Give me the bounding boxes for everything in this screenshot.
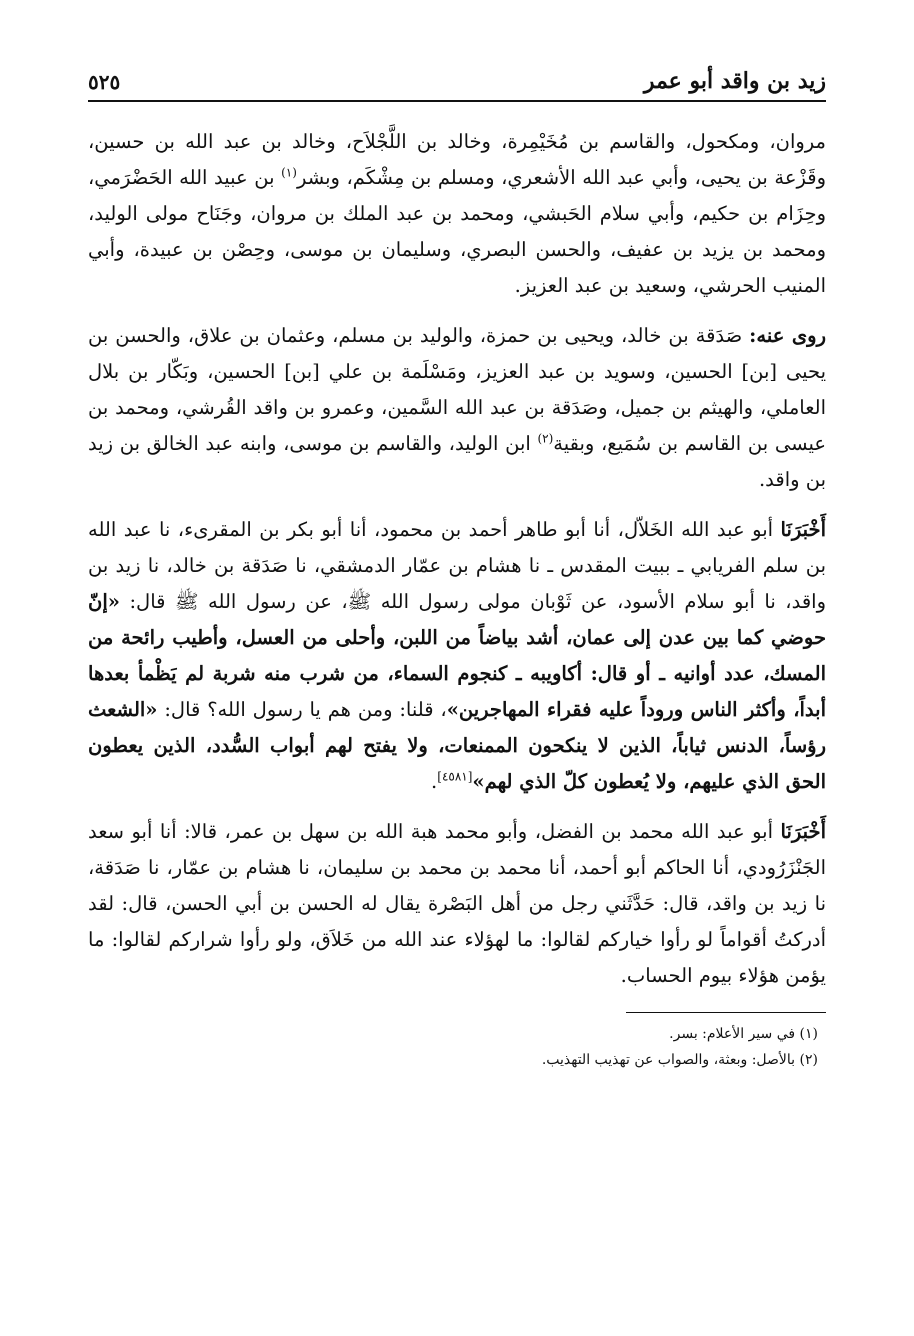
paragraph-hadith [88, 512, 826, 800]
text-segment: أبو عبد الله الخَلاّل، أنا أبو طاهر أحمد بن محمود، أنا أبو بكر بن المقرىء، نا عبد الله بن سلم الفريابي ـ ببيت المقدس ـ نا هشام بن عمّار الدمشقي، نا صَدَقة بن خالد، نا زيد بن واقد، نا أبو سلام الأسود، عن ثَوْبان مولى رسول الله ﷺ، عن رسول الله ﷺ قال: [88, 518, 826, 613]
text-segment: صَدَقة بن خالد، ويحيى بن حمزة، والوليد بن مسلم، وعثمان بن علاق، والحسن بن يحيى [بن] الحسين، وسويد بن عبد العزيز، ومَسْلَمة بن علي [بن] الحسين، وبَكّار بن بلال العاملي، والهيثم بن جميل، وصَدَقة بن عبد الله السَّمين، وعمرو بن واقد القُرشي، ومحمد بن عيسى بن القاسم بن سُمَيع، وبقية [88, 324, 826, 455]
lead-word: أَخْبَرَنَا [780, 820, 826, 843]
text-segment: ، قلنا: ومن هم يا رسول الله؟ قال: [157, 698, 447, 721]
footnotes [88, 1021, 826, 1073]
text-segment: بن عبيد الله الحَضْرَمي، وحِزَام بن حكيم، وأبي سلام الحَبشي، ومحمد بن عبد الملك بن مروان، وجَنَاح مولى الوليد، ومحمد بن يزيد بن عفيف، والحسن البصري، وسليمان بن موسى، وحِصْن بن عبيدة، وأبي المنيب الحرشي، وسعيد بن عبد العزيز. [88, 166, 826, 297]
footnote-1 [88, 1021, 818, 1047]
footnote-text: بالأصل: وبعثة، والصواب عن تهذيب التهذيب. [541, 1052, 796, 1068]
footnote-text: في سير الأعلام: بسر. [669, 1026, 796, 1042]
paragraph-narration [88, 814, 826, 994]
hadith-number: [٤٥٨١] [437, 769, 473, 784]
footnote-rule [626, 1012, 826, 1013]
running-header [88, 58, 826, 94]
paragraph-teachers [88, 124, 826, 304]
page-number: ٥٢٥ [88, 70, 121, 94]
text-segment: ابن الوليد، والقاسم بن موسى، وابنه عبد الخالق بن زيد بن واقد. [88, 432, 826, 491]
header-rule [88, 100, 826, 102]
paragraph-students [88, 318, 826, 498]
hadith-text: «الشعث رؤساً، الدنس ثياباً، الذين لا ينكحون الممنعات، ولا يفتح لهم أبواب السُّدد، الذين يعطون الحق الذي عليهم، ولا يُعطون كلّ الذي لهم» [88, 698, 826, 793]
footnote-number: (٢) [799, 1052, 818, 1068]
lead-word: أَخْبَرَنَا [780, 518, 826, 541]
footnote-ref-1[interactable]: (١) [281, 165, 297, 180]
footnote-2 [88, 1047, 818, 1073]
header-title: زيد بن واقد أبو عمر [643, 68, 826, 94]
text-segment: مروان، ومكحول، والقاسم بن مُخَيْمِرة، وخالد بن اللَّجْلاَح، وخالد بن عبد الله بن حسين، وقَزْعة بن يحيى، وأبي عبد الله الأشعري، ومسلم بن مِشْكَم، وبشر [88, 130, 826, 189]
text-segment: أبو عبد الله محمد بن الفضل، وأبو محمد هبة الله بن سهل بن عمر، قالا: أنا أبو سعد الجَنْزَرُودي، أنا الحاكم أبو أحمد، أنا محمد بن محمد بن سليمان، نا هشام بن عمّار، نا صَدَقة، نا زيد بن واقد، قال: حَدَّثَني رجل من أهل البَصْرة يقال له الحسن بن أبي الحسن، قال: لقد أدركتُ أقواماً لو رأوا خياركم لقالوا: ما لهؤلاء عند الله من خَلاَق، ولو رأوا شراركم لقالوا: ما يؤمن هؤلاء بيوم الحساب. [88, 820, 826, 987]
lead-word: روى عنه: [749, 324, 826, 347]
hadith-text: «إنّ حوضي كما بين عدن إلى عمان، أشد بياضاً من اللبن، وأحلى من العسل، وأطيب رائحة من المسك، عدد أوانيه ـ أو قال: أكاويبه ـ كنجوم السماء، من شرب منه شربة لم يَظْمأ بعدها أبداً، وأكثر الناس وروداً عليه فقراء المهاجرين» [88, 590, 826, 721]
text-segment: . [431, 770, 438, 793]
footnote-ref-2[interactable]: (٢) [537, 431, 554, 446]
main-text [88, 124, 826, 994]
footnote-number: (١) [799, 1026, 818, 1042]
